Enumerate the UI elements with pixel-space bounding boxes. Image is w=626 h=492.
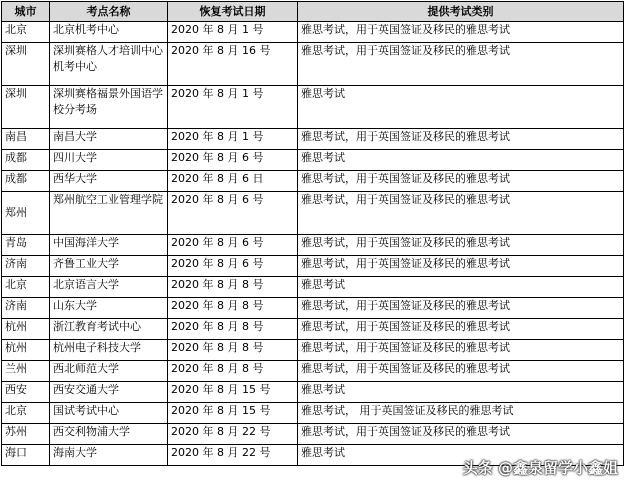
table-row [2, 150, 624, 171]
date-cell: 2020 年 8 月 1 号 [168, 22, 298, 43]
date-cell: 2020 年 8 月 6 日 [168, 171, 298, 192]
category-cell: 雅思考试，用于英国签证及移民的雅思考试 [298, 22, 624, 43]
city-cell: 海口 [2, 445, 50, 466]
date-cell: 2020 年 8 月 8 号 [168, 277, 298, 298]
category-cell: 雅思考试，用于英国签证及移民的雅思考试 [298, 171, 624, 192]
table-row [2, 298, 624, 319]
table-row [2, 361, 624, 382]
table-row [2, 43, 624, 86]
venue-cell: 山东大学 [50, 298, 168, 319]
table-row [2, 424, 624, 445]
header-row [2, 2, 624, 22]
header-city: 城市 [2, 2, 50, 22]
city-cell: 北京 [2, 22, 50, 43]
venue-cell: 深圳赛格人才培训中心机考中心 [50, 43, 168, 86]
watermark: 头条 @鑫泉留学小鑫姐 [462, 459, 618, 477]
venue-cell: 北京机考中心 [50, 22, 168, 43]
venue-cell: 西华大学 [50, 171, 168, 192]
table-row [2, 171, 624, 192]
city-cell: 西安 [2, 382, 50, 403]
date-cell: 2020 年 8 月 15 号 [168, 403, 298, 424]
date-cell: 2020 年 8 月 6 号 [168, 256, 298, 277]
city-cell: 成都 [2, 171, 50, 192]
table-row [2, 403, 624, 424]
category-cell: 雅思考试 [298, 382, 624, 403]
date-cell: 2020 年 8 月 6 号 [168, 150, 298, 171]
venue-cell: 深圳赛格福景外国语学校分考场 [50, 86, 168, 129]
table-row [2, 340, 624, 361]
venue-cell: 西北师范大学 [50, 361, 168, 382]
city-cell: 苏州 [2, 424, 50, 445]
venue-cell: 浙江教育考试中心 [50, 319, 168, 340]
category-cell: 雅思考试，用于英国签证及移民的雅思考试 [298, 192, 624, 235]
venue-cell: 西安交通大学 [50, 382, 168, 403]
city-cell: 北京 [2, 277, 50, 298]
category-cell: 雅思考试 [298, 277, 624, 298]
city-cell: 深圳 [2, 43, 50, 86]
city-cell: 青岛 [2, 235, 50, 256]
venue-cell: 西交利物浦大学 [50, 424, 168, 445]
category-cell: 雅思考试，用于英国签证及移民的雅思考试 [298, 340, 624, 361]
date-cell: 2020 年 8 月 1 号 [168, 86, 298, 129]
venue-cell: 北京语言大学 [50, 277, 168, 298]
table-row [2, 319, 624, 340]
city-cell: 郑州 [2, 192, 50, 235]
header-category: 提供考试类别 [298, 2, 624, 22]
date-cell: 2020 年 8 月 8 号 [168, 319, 298, 340]
city-cell: 南昌 [2, 129, 50, 150]
venue-cell: 国试考试中心 [50, 403, 168, 424]
date-cell: 2020 年 8 月 6 号 [168, 192, 298, 235]
table-row [2, 382, 624, 403]
table-row [2, 256, 624, 277]
city-cell: 成都 [2, 150, 50, 171]
venue-cell: 南昌大学 [50, 129, 168, 150]
category-cell: 雅思考试，用于英国签证及移民的雅思考试 [298, 256, 624, 277]
city-cell: 杭州 [2, 319, 50, 340]
category-cell: 雅思考试，用于英国签证及移民的雅思考试 [298, 235, 624, 256]
date-cell: 2020 年 8 月 8 号 [168, 340, 298, 361]
table-row [2, 86, 624, 129]
table-row [2, 192, 624, 235]
date-cell: 2020 年 8 月 6 号 [168, 235, 298, 256]
venue-cell: 齐鲁工业大学 [50, 256, 168, 277]
venue-cell: 四川大学 [50, 150, 168, 171]
city-cell: 兰州 [2, 361, 50, 382]
category-cell: 雅思考试 [298, 150, 624, 171]
table-row [2, 129, 624, 150]
table-row [2, 235, 624, 256]
category-cell: 雅思考试，用于英国签证及移民的雅思考试 [298, 43, 624, 86]
category-cell: 雅思考试，用于英国签证及移民的雅思考试 [298, 361, 624, 382]
category-cell: 雅思考试，用于英国签证及移民的雅思考试 [298, 298, 624, 319]
table-row [2, 22, 624, 43]
category-cell: 雅思考试 [298, 445, 624, 466]
category-cell: 雅思考试，用于英国签证及移民的雅思考试 [298, 424, 624, 445]
venue-cell: 中国海洋大学 [50, 235, 168, 256]
category-cell: 雅思考试，用于英国签证及移民的雅思考试 [298, 129, 624, 150]
exam-venue-table [1, 1, 624, 466]
city-cell: 济南 [2, 298, 50, 319]
date-cell: 2020 年 8 月 16 号 [168, 43, 298, 86]
category-cell: 雅思考试 [298, 86, 624, 129]
date-cell: 2020 年 8 月 15 号 [168, 382, 298, 403]
header-date: 恢复考试日期 [168, 2, 298, 22]
city-cell: 杭州 [2, 340, 50, 361]
date-cell: 2020 年 8 月 8 号 [168, 361, 298, 382]
date-cell: 2020 年 8 月 1 号 [168, 129, 298, 150]
category-cell: 雅思考试，用于英国签证及移民的雅思考试 [298, 319, 624, 340]
venue-cell: 海南大学 [50, 445, 168, 466]
city-cell: 深圳 [2, 86, 50, 129]
table-row [2, 277, 624, 298]
venue-cell: 郑州航空工业管理学院 [50, 192, 168, 235]
date-cell: 2020 年 8 月 8 号 [168, 298, 298, 319]
date-cell: 2020 年 8 月 22 号 [168, 424, 298, 445]
category-cell: 雅思考试， 用于英国签证及移民的雅思考试 [298, 403, 624, 424]
venue-cell: 杭州电子科技大学 [50, 340, 168, 361]
date-cell: 2020 年 8 月 22 号 [168, 445, 298, 466]
city-cell: 北京 [2, 403, 50, 424]
header-venue: 考点名称 [50, 2, 168, 22]
city-cell: 济南 [2, 256, 50, 277]
